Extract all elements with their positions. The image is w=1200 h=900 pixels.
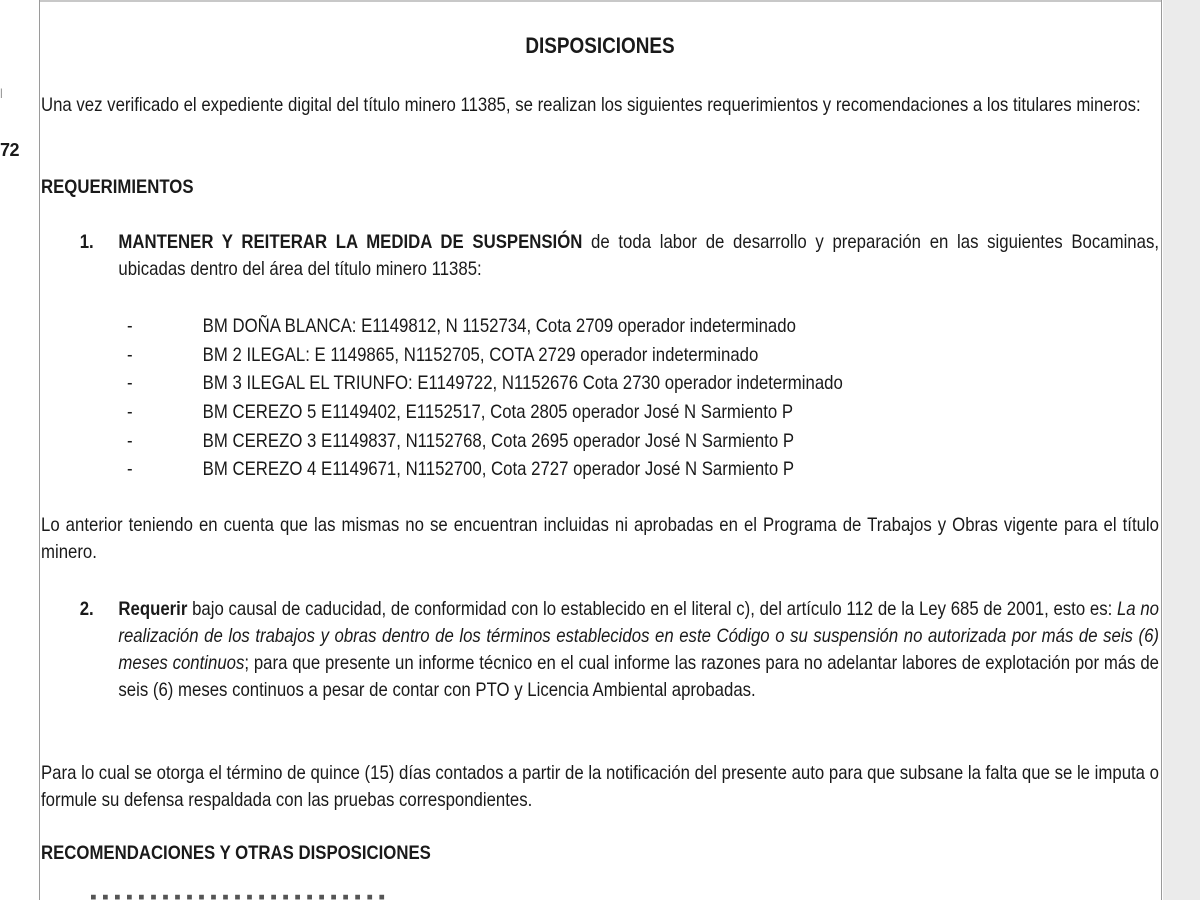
requirement-item-1 xyxy=(80,229,1159,283)
item-number: 2. xyxy=(79,598,94,620)
list-dash: - xyxy=(127,401,133,424)
bocamina-item xyxy=(127,312,1073,341)
lo-anterior-paragraph: Lo anterior teniendo en cuenta que las mismas no se encuentran incluidas ni aprobadas en el Programa de Trabajos y Obras vigente para el título minero. xyxy=(41,514,1159,563)
item-text xyxy=(118,596,1159,704)
section-heading-requerimientos: REQUERIMIENTOS xyxy=(41,176,194,198)
requirement-item-2 xyxy=(80,596,1159,704)
bocamina-item xyxy=(127,369,1073,398)
bocamina-item xyxy=(127,341,1073,370)
list-dash: - xyxy=(127,372,133,395)
list-dash: - xyxy=(127,429,133,452)
intro-paragraph: Una vez verificado el expediente digital del título minero 11385, se realizan los siguientes requerimientos y recomendaciones a los titulares mineros: xyxy=(41,94,1141,116)
item-italic-quote: La no realización de los trabajos y obras dentro de los términos establecidos en este Código o su suspensión no autorizada por más de seis (6) meses continuos xyxy=(118,598,1159,674)
section-heading-recomendaciones: RECOMENDACIONES Y OTRAS DISPOSICIONES xyxy=(41,842,431,864)
item-number: 1. xyxy=(79,231,94,253)
page-gutter xyxy=(1163,0,1200,900)
bocamina-text: BM CEREZO 5 E1149402, E1152517, Cota 2805 operador José N Sarmiento P xyxy=(202,401,794,424)
bocamina-text: BM 3 ILEGAL EL TRIUNFO: E1149722, N1152676 Cota 2730 operador indeterminado xyxy=(202,372,843,395)
margin-fragment-text: 72 xyxy=(0,140,20,160)
item-body-b: ; para que presente un informe técnico en el cual informe las razones para no adelantar labores de explotación por más de seis (6) meses continuos a pesar de contar con PTO y Licencia Ambiental aprobadas. xyxy=(118,652,1159,701)
item-body-a: bajo causal de caducidad, de conformidad con lo establecido en el literal c), del artículo 112 de la Ley 685 de 2001, esto es: xyxy=(187,598,1117,620)
margin-mark: | xyxy=(0,88,3,99)
list-dash: - xyxy=(127,458,133,481)
plazo-paragraph: Para lo cual se otorga el término de quince (15) días contados a partir de la notificación del presente auto para que subsane la falta que se le imputa o formule su defensa respaldada con las pruebas correspondientes. xyxy=(41,762,1159,811)
bocamina-text: BM 2 ILEGAL: E 1149865, N1152705, COTA 2729 operador indeterminado xyxy=(202,343,759,366)
item-bold-lead: Requerir xyxy=(118,598,188,620)
item-bold-lead: MANTENER Y REITERAR LA MEDIDA DE SUSPENSIÓN xyxy=(118,231,583,253)
bocamina-text: BM DOÑA BLANCA: E1149812, N 1152734, Cota 2709 operador indeterminado xyxy=(202,315,796,337)
cutoff-text-fragment: ▪ ▪ ▪ ▪ ▪ ▪ ▪ ▪ ▪ ▪ ▪ ▪ ▪ ▪ ▪ ▪ ▪ ▪ ▪ ▪ ▪ ▪ ▪ ▪ ▪ xyxy=(90,888,386,900)
document-title: DISPOSICIONES xyxy=(525,33,675,58)
bocamina-text: BM CEREZO 4 E1149671, N1152700, Cota 2727 operador José N Sarmiento P xyxy=(202,458,795,481)
table-right-border xyxy=(1161,0,1162,900)
list-dash: - xyxy=(127,315,133,337)
bocamina-item xyxy=(127,427,1073,456)
bocamina-item xyxy=(127,398,1073,427)
bocamina-text: BM CEREZO 3 E1149837, N1152768, Cota 2695 operador José N Sarmiento P xyxy=(202,429,795,452)
list-dash: - xyxy=(127,343,133,366)
bocamina-item xyxy=(127,455,1073,484)
bocaminas-list xyxy=(127,312,1073,484)
item-text xyxy=(118,229,1159,283)
table-left-border xyxy=(39,0,40,900)
table-top-border xyxy=(40,0,1162,2)
item-body: de toda labor de desarrollo y preparación en las siguientes Bocaminas, ubicadas dentro del área del título minero 11385: xyxy=(118,231,1159,280)
